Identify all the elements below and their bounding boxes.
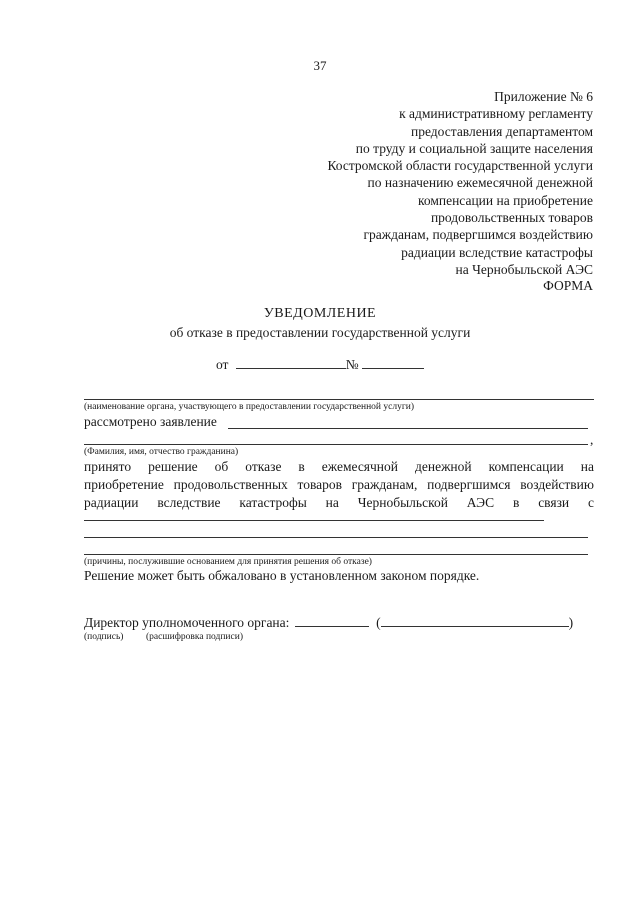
open-paren: ( xyxy=(376,615,381,630)
appendix-line: к административному регламенту xyxy=(399,106,593,122)
appeal-text: Решение может быть обжаловано в установленном законом порядке. xyxy=(84,568,480,583)
citizen-caption: (Фамилия, имя, отчество гражданина) xyxy=(84,447,239,457)
organ-field[interactable] xyxy=(84,399,594,400)
decision-line: радиации вследствие катастрофы на Чернобыльской АЭС в связи с xyxy=(84,495,594,510)
appendix-line: гражданам, подвергшимся воздействию xyxy=(363,227,593,243)
decoding-caption: (расшифровка подписи) xyxy=(146,632,243,642)
number-sign: № xyxy=(345,357,359,372)
notice-title: УВЕДОМЛЕНИЕ xyxy=(263,306,377,321)
number-field[interactable] xyxy=(362,356,424,369)
notice-subtitle: об отказе в предоставлении государственной услуги xyxy=(169,325,471,340)
date-field[interactable] xyxy=(236,356,346,369)
date-prefix: от xyxy=(215,357,229,372)
close-paren: ) xyxy=(568,615,574,630)
application-row xyxy=(84,414,217,430)
appendix-line: по назначению ежемесячной денежной xyxy=(367,175,593,191)
appendix-line: радиации вследствие катастрофы xyxy=(401,244,593,260)
signature-decoding-field[interactable] xyxy=(381,614,569,627)
application-label: рассмотрено заявление xyxy=(84,414,217,429)
reasons-field[interactable] xyxy=(84,520,544,521)
application-field[interactable] xyxy=(228,428,588,429)
organ-caption: (наименование органа, участвующего в предоставлении государственной услуги) xyxy=(84,402,414,412)
appendix-line: Костромской области государственной услуги xyxy=(327,158,593,174)
form-label: ФОРМА xyxy=(543,278,593,293)
appendix-line: продовольственных товаров xyxy=(430,210,593,226)
decision-line: принято решение об отказе в ежемесячной денежной компенсации на xyxy=(84,459,594,474)
appendix-line: по труду и социальной защите населения xyxy=(355,140,593,156)
citizen-field-comma: , xyxy=(590,432,594,447)
decision-line: приобретение продовольственных товаров гражданам, подвергшимся воздействию xyxy=(84,477,594,492)
appendix-line: Приложение № 6 xyxy=(494,89,593,104)
citizen-field[interactable] xyxy=(84,444,588,445)
appendix-line: компенсации на приобретение xyxy=(417,192,593,208)
reasons-field[interactable] xyxy=(84,554,588,555)
reasons-caption: (причины, послужившие основанием для принятия решения об отказе) xyxy=(84,557,372,567)
appendix-line: предоставления департаментом xyxy=(411,123,593,139)
appendix-line: на Чернобыльской АЭС xyxy=(455,261,593,277)
signature-caption: (подпись) xyxy=(84,632,124,642)
date-number-row xyxy=(0,356,640,373)
signature-label: Директор уполномоченного органа: xyxy=(84,615,290,630)
reasons-field[interactable] xyxy=(84,537,588,538)
signature-field[interactable] xyxy=(295,614,369,627)
signature-row xyxy=(84,614,594,631)
appendix-caption xyxy=(263,88,593,278)
page-number: 37 xyxy=(313,58,327,73)
